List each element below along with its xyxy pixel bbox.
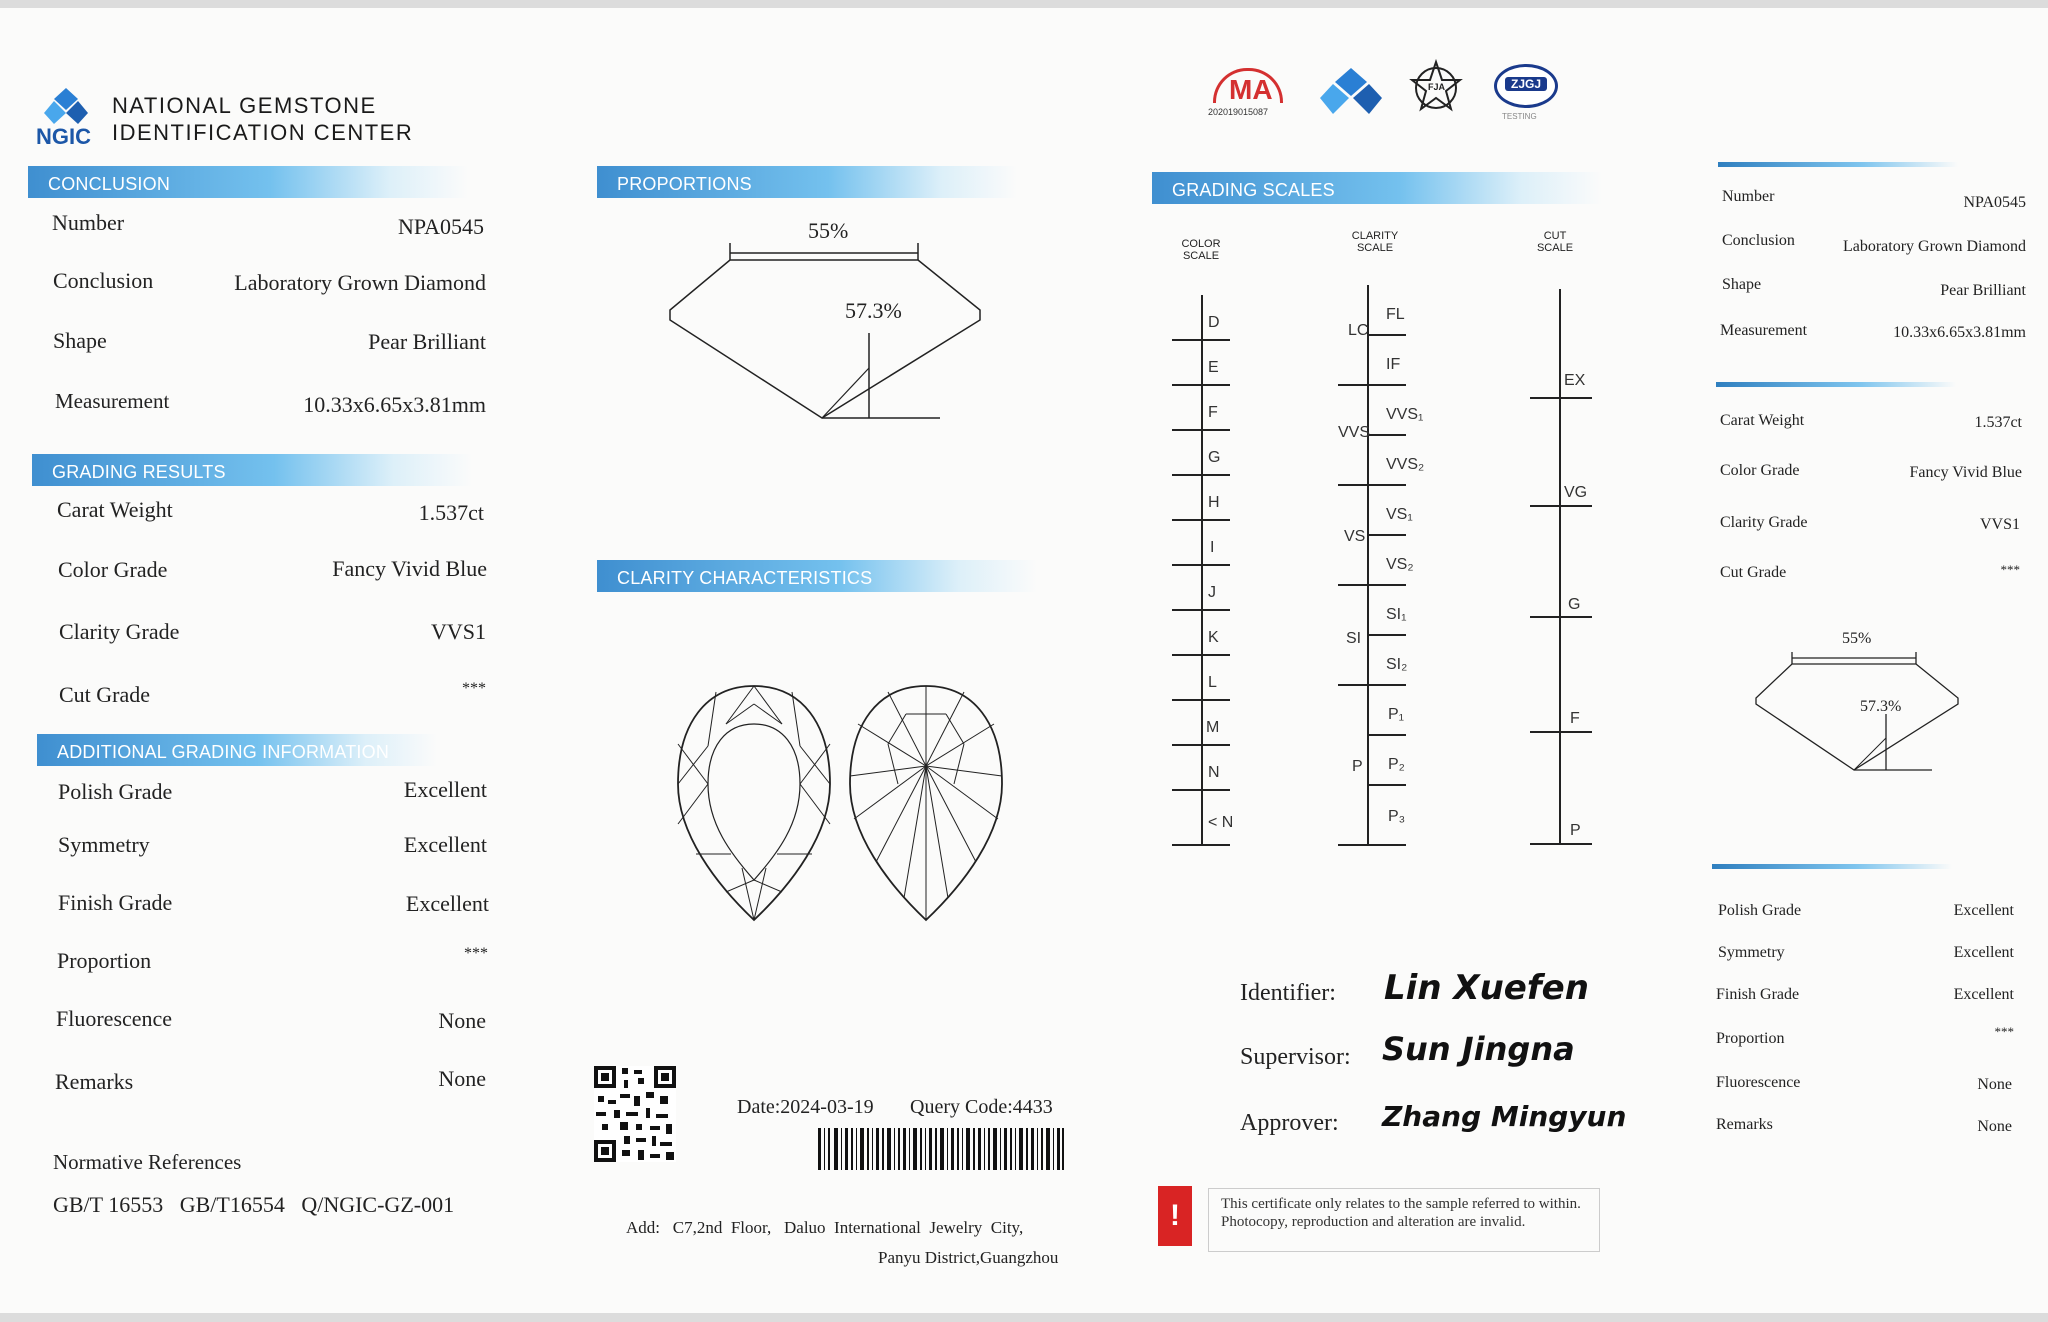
summary-proportion-value: *** (1994, 1024, 2014, 1039)
summary-number-label: Number (1722, 188, 1775, 205)
proportion-value: *** (464, 945, 488, 962)
clarity-grade-p3: P₃ (1388, 808, 1406, 825)
summary-symmetry-value: Excellent (1953, 944, 2014, 961)
color-grade-f: F (1208, 404, 1218, 421)
conclusion-label: Conclusion (53, 268, 154, 293)
remarks-label: Remarks (55, 1069, 134, 1094)
summary-carat-value: 1.537ct (1974, 414, 2022, 431)
carat-label: Carat Weight (57, 497, 173, 522)
org-abbr: NGIC (36, 124, 91, 149)
measurement-label: Measurement (55, 389, 170, 413)
clarity-grade-fl: FL (1386, 306, 1405, 323)
cut-grade-vg: VG (1564, 484, 1588, 501)
proportions-header: PROPORTIONS (597, 166, 1017, 198)
clarity-grade-vvs1: VVS₁ (1386, 406, 1424, 423)
cut-scale-title: CUT SCALE (1536, 230, 1574, 254)
color-grade-e: E (1208, 359, 1219, 376)
clarity-group-si: SI (1346, 630, 1362, 647)
summary-cut-value: *** (2000, 562, 2020, 577)
clarity-scale-title: CLARITY SCALE (1351, 230, 1399, 254)
clarity-group-lc: LC (1348, 322, 1369, 339)
color-grade-h: H (1208, 494, 1220, 511)
summary-fluorescence-label: Fluorescence (1716, 1074, 1801, 1091)
finish-label: Finish Grade (58, 890, 173, 915)
zjgj-sub-text: TESTING (1502, 112, 1537, 121)
qr-code (594, 1066, 676, 1162)
table-percent: 55% (808, 218, 849, 243)
color-grade-g: G (1208, 449, 1221, 466)
finish-value: Excellent (405, 891, 489, 916)
proportions-diagram (660, 228, 1000, 428)
summary-conclusion-label: Conclusion (1722, 232, 1795, 249)
color-grade-m: M (1206, 719, 1220, 736)
shape-label: Shape (53, 328, 107, 353)
summary-finish-label: Finish Grade (1716, 986, 1800, 1003)
cut-grade-g: G (1568, 596, 1581, 613)
cut-value: *** (462, 680, 486, 697)
summary-measurement-label: Measurement (1720, 322, 1808, 339)
depth-percent: 57.3% (845, 298, 902, 323)
summary-clarity-label: Clarity Grade (1720, 514, 1808, 531)
summary-fluorescence-value: None (1977, 1076, 2012, 1093)
summary-measurement-value: 10.33x6.65x3.81mm (1893, 324, 2026, 341)
ngic-diamond-logo-icon (44, 86, 88, 126)
summary-bar-bottom (1712, 864, 1952, 869)
color-scale-title: COLOR SCALE (1181, 238, 1221, 262)
proportion-label: Proportion (57, 948, 152, 973)
summary-conclusion-value: Laboratory Grown Diamond (1842, 238, 2026, 255)
cma-text: MA (1229, 74, 1273, 105)
summary-bar-middle (1716, 382, 1956, 387)
summary-proportion-label: Proportion (1716, 1030, 1785, 1047)
polish-label: Polish Grade (58, 779, 173, 804)
clarity-grade-p1: P₁ (1388, 706, 1405, 723)
shape-value: Pear Brilliant (368, 329, 486, 354)
summary-color-label: Color Grade (1720, 462, 1800, 479)
zjgj-text: ZJGJ (1505, 77, 1547, 91)
supervisor-label: Supervisor: (1240, 1044, 1351, 1070)
clarity-plot-pavilion-view (848, 684, 1004, 922)
measurement-value: 10.33x6.65x3.81mm (303, 392, 486, 417)
additional-header: ADDITIONAL GRADING INFORMATION (37, 734, 437, 766)
clarity-value: VVS1 (430, 619, 486, 644)
color-grade-below-n: < N (1208, 814, 1234, 831)
clarity-plot-crown-view (676, 684, 832, 922)
cut-scale-ruler (1526, 284, 1592, 850)
summary-table-percent: 55% (1842, 630, 1872, 647)
org-name-line2: IDENTIFICATION CENTER (112, 120, 414, 145)
color-grade-l: L (1208, 674, 1217, 691)
supervisor-signature: Sun Jingna (1382, 1030, 1575, 1068)
clarity-group-p: P (1352, 758, 1363, 775)
grading-scales-header: GRADING SCALES (1152, 172, 1602, 204)
identifier-signature: Lin Xuefen (1384, 968, 1589, 1008)
cut-label: Cut Grade (59, 682, 151, 707)
clarity-label: Clarity Grade (59, 619, 180, 644)
summary-color-value: Fancy Vivid Blue (1909, 464, 2022, 481)
address-line2: Panyu District,Guangzhou (878, 1248, 1059, 1267)
zjgj-logo (1494, 64, 1558, 108)
color-grade-j: J (1208, 584, 1216, 601)
clarity-grade-si1: SI₁ (1386, 606, 1407, 623)
color-grade-d: D (1208, 314, 1220, 331)
accreditation-diamond-logo-icon (1320, 64, 1382, 118)
approver-label: Approver: (1240, 1110, 1339, 1136)
normative-title: Normative References (53, 1150, 242, 1174)
cut-grade-f: F (1570, 710, 1580, 727)
summary-polish-label: Polish Grade (1718, 902, 1802, 919)
color-grade-i: I (1210, 539, 1215, 556)
normative-refs: GB/T 16553 GB/T16554 Q/NGIC-GZ-001 (53, 1192, 455, 1217)
color-value: Fancy Vivid Blue (332, 556, 487, 581)
summary-shape-value: Pear Brilliant (1940, 282, 2026, 299)
cma-logo (1213, 68, 1283, 104)
summary-polish-value: Excellent (1953, 902, 2014, 919)
color-grade-k: K (1208, 629, 1219, 646)
warning-icon: ! (1158, 1186, 1192, 1246)
summary-carat-label: Carat Weight (1720, 412, 1805, 429)
summary-bar-top (1718, 162, 1958, 167)
summary-clarity-value: VVS1 (1979, 516, 2020, 533)
clarity-group-vvs: VVS (1338, 424, 1371, 441)
clarity-grade-vs2: VS₂ (1386, 556, 1414, 573)
summary-remarks-value: None (1977, 1118, 2012, 1135)
remarks-value: None (438, 1066, 486, 1091)
identifier-label: Identifier: (1240, 980, 1336, 1006)
clarity-grade-si2: SI₂ (1386, 656, 1408, 673)
address-line1: Add: C7,2nd Floor, Daluo International Jewelry City, (626, 1218, 1024, 1237)
certificate-sheet (0, 8, 2048, 1313)
cma-number: 202019015087 (1208, 107, 1269, 117)
conclusion-header: CONCLUSION (28, 166, 468, 198)
summary-number-value: NPA0545 (1963, 194, 2026, 211)
approver-signature: Zhang Mingyun (1382, 1100, 1627, 1133)
clarity-characteristics-header: CLARITY CHARACTERISTICS (597, 560, 1037, 592)
query-code: Query Code:4433 (910, 1096, 1053, 1118)
issue-date: Date:2024-03-19 (737, 1096, 874, 1118)
number-label: Number (52, 210, 125, 235)
grading-results-header: GRADING RESULTS (32, 454, 472, 486)
color-grade-n: N (1208, 764, 1220, 781)
cut-grade-ex: EX (1564, 372, 1586, 389)
summary-finish-value: Excellent (1953, 986, 2014, 1003)
clarity-grade-if: IF (1386, 356, 1401, 373)
clarity-grade-p2: P₂ (1388, 756, 1405, 773)
clarity-grade-vvs2: VVS₂ (1386, 456, 1425, 473)
barcode (818, 1128, 1064, 1170)
summary-symmetry-label: Symmetry (1718, 944, 1785, 961)
number-value: NPA0545 (398, 214, 484, 239)
fja-text: FJA (1428, 82, 1446, 92)
symmetry-label: Symmetry (58, 832, 150, 857)
carat-value: 1.537ct (418, 500, 484, 525)
fluorescence-label: Fluorescence (56, 1006, 173, 1031)
symmetry-value: Excellent (403, 832, 487, 857)
org-name-line1: NATIONAL GEMSTONE (112, 93, 377, 118)
cut-grade-p: P (1570, 822, 1581, 839)
summary-remarks-label: Remarks (1716, 1116, 1773, 1133)
clarity-group-vs: VS (1344, 528, 1366, 545)
notice-text: This certificate only relates to the sample referred to within. Photocopy, reproduction and alteration are invalid. (1208, 1188, 1600, 1252)
clarity-grade-vs1: VS₁ (1386, 506, 1413, 523)
summary-cut-label: Cut Grade (1720, 564, 1787, 581)
color-label: Color Grade (58, 557, 168, 582)
summary-depth-percent: 57.3% (1860, 698, 1902, 715)
conclusion-value: Laboratory Grown Diamond (234, 270, 486, 295)
color-scale-ruler (1170, 290, 1230, 850)
polish-value: Excellent (403, 777, 487, 802)
fluorescence-value: None (438, 1008, 486, 1033)
summary-shape-label: Shape (1722, 276, 1762, 293)
